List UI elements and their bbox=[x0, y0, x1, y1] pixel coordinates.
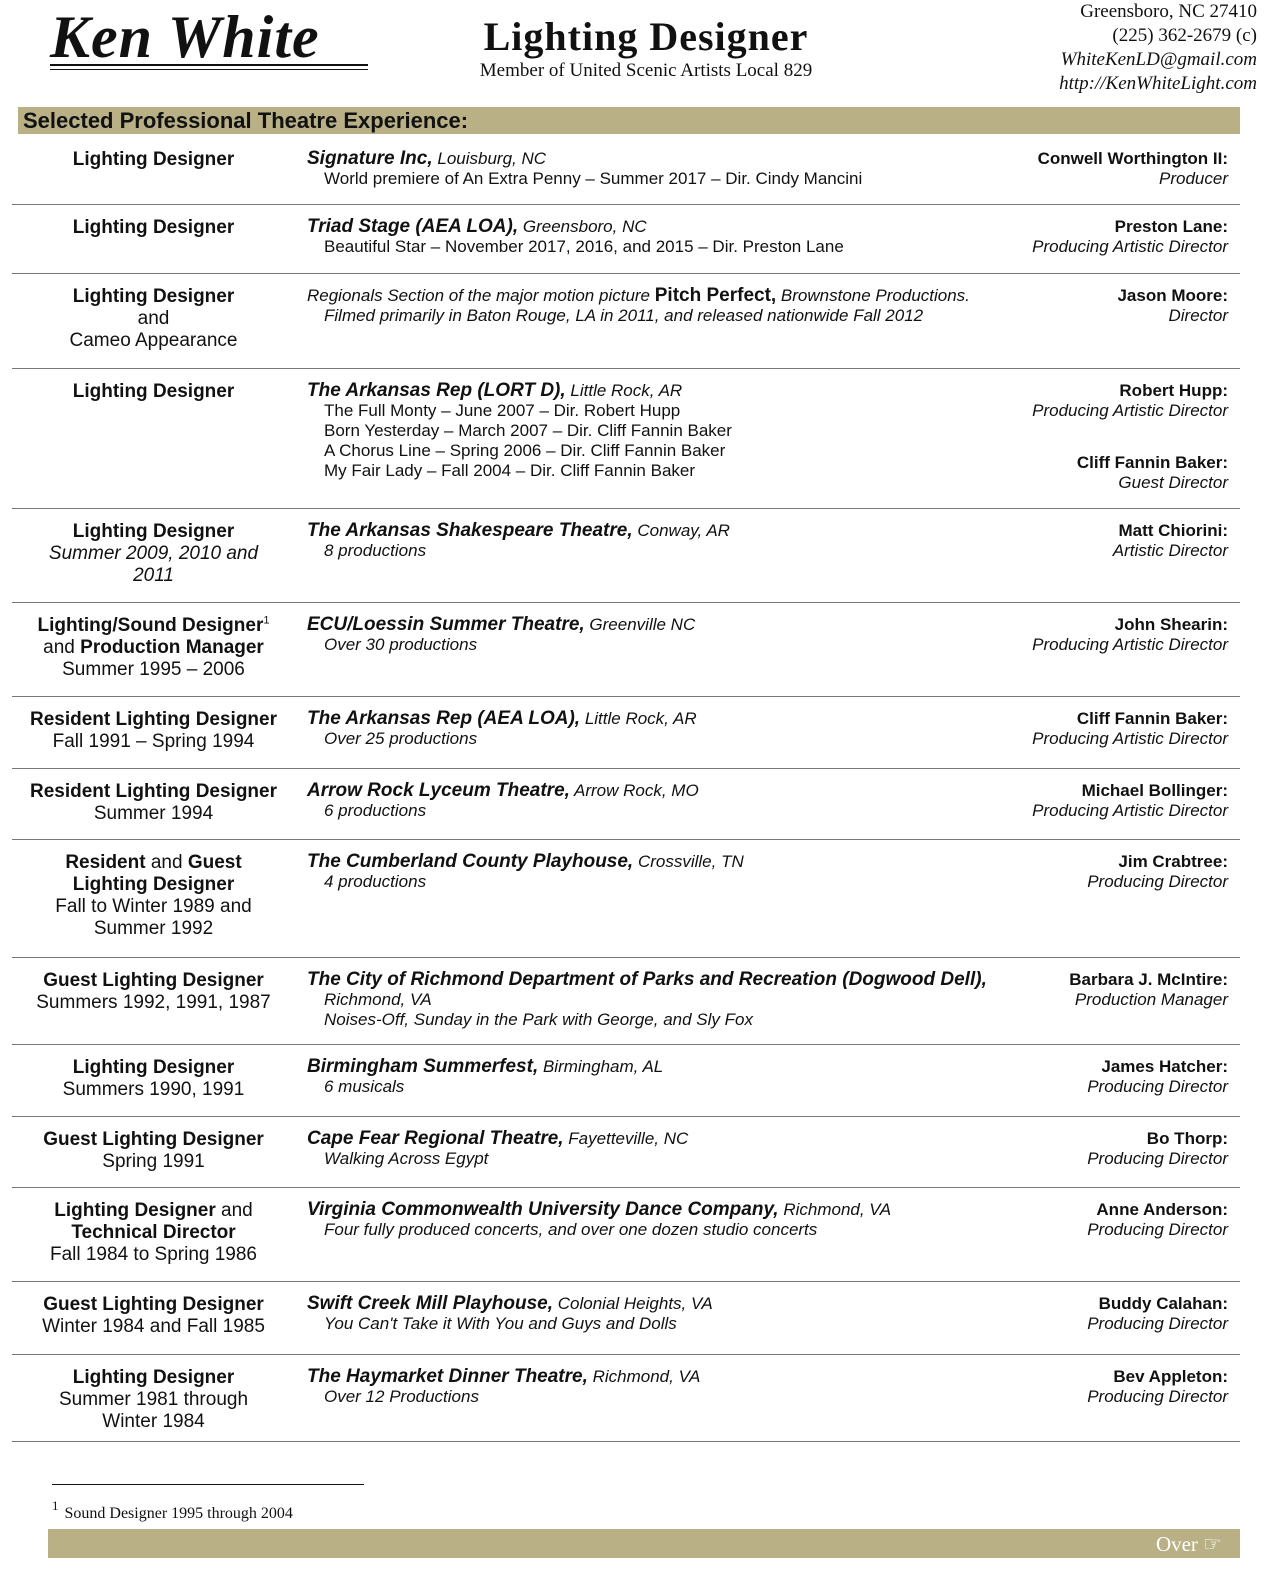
venue-detail: 6 productions bbox=[324, 801, 427, 820]
role-line: Summer 1995 – 2006 bbox=[62, 659, 245, 680]
venue-name: ECU/Loessin Summer Theatre, bbox=[307, 614, 585, 635]
entry-contact bbox=[908, 521, 1228, 561]
contact-name: Bev Appleton: bbox=[1113, 1367, 1228, 1386]
venue-location: Brownstone Productions. bbox=[776, 286, 970, 305]
venue-name: Swift Creek Mill Playhouse, bbox=[307, 1293, 554, 1314]
venue-detail: My Fair Lady – Fall 2004 – Dir. Cliff Fannin Baker bbox=[324, 461, 696, 480]
name-underline bbox=[50, 64, 368, 66]
experience-entry bbox=[12, 1117, 1240, 1188]
section-header-bar bbox=[18, 107, 1240, 134]
job-title: Lighting Designer bbox=[483, 14, 809, 59]
role-title: Resident Lighting Designer bbox=[29, 709, 278, 730]
entry-role bbox=[12, 286, 295, 352]
role-title: Guest Lighting Designer bbox=[43, 970, 264, 991]
venue-location: Fayetteville, NC bbox=[563, 1129, 689, 1148]
role-line: Cameo Appearance bbox=[69, 330, 238, 351]
venue-name: The City of Richmond Department of Parks and Recreation (Dogwood Dell), bbox=[307, 969, 987, 990]
role-title: Lighting Designer bbox=[72, 381, 235, 402]
entry-role bbox=[12, 709, 295, 753]
role-line: Resident and Guest bbox=[65, 852, 242, 873]
role-title: Guest bbox=[187, 852, 242, 873]
experience-entry bbox=[12, 840, 1240, 958]
contact-title: Producer bbox=[1159, 169, 1228, 188]
contact-title: Producing Artistic Director bbox=[1032, 237, 1228, 256]
venue-location: Little Rock, AR bbox=[580, 709, 697, 728]
venue-detail: The Full Monty – June 2007 – Dir. Robert Hupp bbox=[324, 401, 681, 420]
venue-name: The Arkansas Shakespeare Theatre, bbox=[307, 520, 633, 541]
venue-detail: A Chorus Line – Spring 2006 – Dir. Cliff Fannin Baker bbox=[324, 441, 726, 460]
entry-contact bbox=[908, 970, 1228, 1010]
role-title: Lighting Designer bbox=[72, 217, 235, 238]
name-underline-thin bbox=[50, 69, 368, 70]
contact-name: Cliff Fannin Baker: bbox=[1076, 453, 1228, 472]
entry-role bbox=[12, 521, 295, 587]
experience-entry bbox=[12, 509, 1240, 603]
contact-name: Cliff Fannin Baker: bbox=[1076, 709, 1228, 728]
entry-role bbox=[12, 381, 295, 403]
contact-name: Buddy Calahan: bbox=[1098, 1294, 1228, 1313]
contact-name: Jason Moore: bbox=[1117, 286, 1228, 305]
experience-entry bbox=[12, 369, 1240, 509]
role-line bbox=[12, 781, 295, 803]
contact-title: Producing Director bbox=[1087, 1149, 1228, 1168]
venue-detail: Four fully produced concerts, and over one dozen studio concerts bbox=[324, 1220, 818, 1239]
pointing-hand-icon: ☞ bbox=[1203, 1532, 1222, 1556]
contact-name: James Hatcher: bbox=[1101, 1057, 1228, 1076]
entry-role bbox=[12, 852, 295, 940]
experience-entry bbox=[12, 205, 1240, 274]
venue-location: Louisburg, NC bbox=[432, 149, 547, 168]
contact-spacer bbox=[908, 421, 1228, 453]
role-title: Lighting Designer bbox=[72, 1057, 235, 1078]
contact-title: Guest Director bbox=[1118, 473, 1228, 492]
section-title: Selected Professional Theatre Experience: bbox=[23, 108, 469, 133]
experience-entry bbox=[12, 1188, 1240, 1282]
role-title: Resident bbox=[65, 852, 146, 873]
role-line bbox=[12, 1057, 295, 1079]
entry-contact bbox=[908, 852, 1228, 892]
venue-detail: World premiere of An Extra Penny – Summer 2017 – Dir. Cindy Mancini bbox=[324, 169, 863, 188]
entry-role bbox=[12, 1294, 295, 1338]
entry-contact bbox=[908, 1200, 1228, 1240]
over-indicator bbox=[1156, 1532, 1222, 1556]
role-title: Lighting Designer bbox=[72, 521, 235, 542]
venue-detail: 8 productions bbox=[324, 541, 427, 560]
entry-role bbox=[12, 1200, 295, 1266]
role-line bbox=[12, 381, 295, 403]
venue-detail: Born Yesterday – March 2007 – Dir. Cliff Fannin Baker bbox=[324, 421, 732, 440]
entry-role bbox=[12, 970, 295, 1014]
entry-role bbox=[12, 615, 295, 681]
venue-detail: Richmond, VA bbox=[324, 990, 432, 1009]
experience-entry bbox=[12, 603, 1240, 697]
venue-name: The Cumberland County Playhouse, bbox=[307, 851, 634, 872]
contact-name: Bo Thorp: bbox=[1146, 1129, 1228, 1148]
union-membership: Member of United Scenic Artists Local 829 bbox=[479, 60, 813, 81]
contact-website[interactable]: http://KenWhiteLight.com bbox=[1059, 73, 1257, 94]
venue-location: Little Rock, AR bbox=[565, 381, 683, 400]
role-line: Winter 1984 and Fall 1985 bbox=[42, 1316, 265, 1337]
contact-name: Conwell Worthington II: bbox=[1037, 149, 1228, 168]
role-line bbox=[12, 874, 295, 896]
venue-location: Colonial Heights, VA bbox=[553, 1294, 713, 1313]
venue-detail: 6 musicals bbox=[324, 1077, 405, 1096]
contact-name: Barbara J. McIntire: bbox=[1069, 970, 1228, 989]
footnote bbox=[52, 1495, 293, 1525]
role-line: and Production Manager bbox=[43, 637, 264, 658]
experience-entry bbox=[12, 1282, 1240, 1355]
role-line bbox=[12, 217, 295, 239]
contact-title: Producing Director bbox=[1087, 1314, 1228, 1333]
venue-detail: Beautiful Star – November 2017, 2016, and 2015 – Dir. Preston Lane bbox=[324, 237, 844, 256]
entry-contact bbox=[908, 286, 1228, 326]
venue-detail: Over 25 productions bbox=[324, 729, 478, 748]
experience-list bbox=[12, 137, 1240, 1442]
venue-name: The Haymarket Dinner Theatre, bbox=[307, 1366, 588, 1387]
footnote-ref: 1 bbox=[263, 614, 270, 627]
role-line: Summer 2009, 2010 and bbox=[48, 543, 259, 564]
contact-title: Producing Artistic Director bbox=[1032, 635, 1228, 654]
contact-title: Producing Director bbox=[1087, 872, 1228, 891]
venue-detail: Over 30 productions bbox=[324, 635, 478, 654]
entry-role bbox=[12, 781, 295, 825]
contact-title: Producing Artistic Director bbox=[1032, 729, 1228, 748]
venue-location: Crossville, TN bbox=[633, 852, 744, 871]
role-line: Summers 1990, 1991 bbox=[62, 1079, 245, 1100]
venue-name: Cape Fear Regional Theatre, bbox=[307, 1128, 564, 1149]
contact-name: Matt Chiorini: bbox=[1118, 521, 1228, 540]
contact-name: Jim Crabtree: bbox=[1118, 852, 1228, 871]
contact-city: Greensboro, NC 27410 bbox=[1080, 1, 1257, 22]
entry-role bbox=[12, 1129, 295, 1173]
venue-detail: Filmed primarily in Baton Rouge, LA in 2011, and released nationwide Fall 2012 bbox=[324, 306, 924, 325]
role-line: Spring 1991 bbox=[102, 1151, 205, 1172]
role-line: Summer 1981 through bbox=[58, 1389, 249, 1410]
contact-name: Preston Lane: bbox=[1114, 217, 1228, 236]
role-line bbox=[12, 1367, 295, 1389]
venue-detail: Walking Across Egypt bbox=[324, 1149, 489, 1168]
role-line: Fall 1991 – Spring 1994 bbox=[52, 731, 255, 752]
entry-contact bbox=[908, 1294, 1228, 1334]
venue-name: Triad Stage (AEA LOA), bbox=[307, 216, 519, 237]
venue-detail: You Can't Take it With You and Guys and Dolls bbox=[324, 1314, 677, 1333]
entry-contact bbox=[908, 709, 1228, 749]
venue-location: Greensboro, NC bbox=[518, 217, 647, 236]
role-title: Lighting Designer bbox=[72, 874, 235, 895]
entry-contact bbox=[908, 1129, 1228, 1169]
footnote-text: Sound Designer 1995 through 2004 bbox=[64, 1505, 293, 1522]
contact-name: Robert Hupp: bbox=[1119, 381, 1228, 400]
venue-location: Greenville NC bbox=[584, 615, 696, 634]
venue-name: Virginia Commonwealth University Dance Company, bbox=[307, 1199, 779, 1220]
role-line: and bbox=[137, 308, 170, 329]
experience-entry bbox=[12, 958, 1240, 1045]
role-line: Summer 1994 bbox=[93, 803, 214, 824]
contact-title: Producing Artistic Director bbox=[1032, 801, 1228, 820]
role-title: Lighting Designer bbox=[54, 1200, 216, 1221]
role-title: Guest Lighting Designer bbox=[43, 1294, 264, 1315]
role-title: Production Manager bbox=[80, 637, 264, 658]
entry-contact bbox=[908, 149, 1228, 189]
contact-email[interactable]: WhiteKenLD@gmail.com bbox=[1060, 49, 1257, 70]
venue-location: Richmond, VA bbox=[587, 1367, 701, 1386]
entry-contact bbox=[908, 1057, 1228, 1097]
role-title: Resident Lighting Designer bbox=[29, 781, 278, 802]
venue-detail: 4 productions bbox=[324, 872, 427, 891]
footnote-divider bbox=[52, 1484, 364, 1485]
venue-name: Signature Inc, bbox=[307, 148, 433, 169]
contact-title: Producing Artistic Director bbox=[1032, 401, 1228, 420]
over-label: Over bbox=[1155, 1532, 1198, 1556]
contact-name: Anne Anderson: bbox=[1096, 1200, 1228, 1219]
role-line bbox=[12, 1222, 295, 1244]
contact-title: Director bbox=[1168, 306, 1228, 325]
experience-entry bbox=[12, 137, 1240, 205]
role-line bbox=[12, 286, 295, 308]
role-title: Technical Director bbox=[71, 1222, 236, 1243]
venue-name: Pitch Perfect, bbox=[654, 285, 777, 306]
role-line bbox=[12, 615, 295, 637]
role-line: Lighting Designer and bbox=[54, 1200, 253, 1221]
venue-name: Birmingham Summerfest, bbox=[307, 1056, 539, 1077]
contact-title: Production Manager bbox=[1074, 990, 1228, 1009]
role-title: Lighting Designer bbox=[72, 286, 235, 307]
role-line bbox=[12, 149, 295, 171]
venue-location: Birmingham, AL bbox=[538, 1057, 664, 1076]
venue-location: Richmond, VA bbox=[778, 1200, 892, 1219]
entry-role bbox=[12, 1367, 295, 1433]
role-line bbox=[12, 521, 295, 543]
contact-title: Producing Director bbox=[1087, 1077, 1228, 1096]
role-line: Summers 1992, 1991, 1987 bbox=[36, 992, 271, 1013]
role-line: 2011 bbox=[133, 565, 174, 586]
venue-name: Arrow Rock Lyceum Theatre, bbox=[307, 780, 570, 801]
venue-detail: Noises-Off, Sunday in the Park with George, and Sly Fox bbox=[324, 1010, 753, 1029]
role-line bbox=[12, 1294, 295, 1316]
role-title: Lighting/Sound Designer bbox=[37, 615, 264, 636]
experience-entry bbox=[12, 769, 1240, 840]
role-title: Lighting Designer bbox=[72, 149, 235, 170]
experience-entry bbox=[12, 274, 1240, 369]
experience-entry bbox=[12, 1355, 1240, 1442]
contact-phone: (225) 362-2679 (c) bbox=[1112, 25, 1257, 46]
contact-name: Michael Bollinger: bbox=[1081, 781, 1228, 800]
venue-location: Conway, AR bbox=[632, 521, 730, 540]
entry-role bbox=[12, 217, 295, 239]
entry-contact bbox=[908, 781, 1228, 821]
venue-location: Arrow Rock, MO bbox=[569, 781, 699, 800]
contact-title: Artistic Director bbox=[1112, 541, 1228, 560]
entry-contact bbox=[908, 1367, 1228, 1407]
entry-contact bbox=[908, 217, 1228, 257]
experience-entry bbox=[12, 1045, 1240, 1117]
entry-role bbox=[12, 1057, 295, 1101]
contact-block bbox=[957, 0, 1257, 96]
venue-name: The Arkansas Rep (AEA LOA), bbox=[307, 708, 581, 729]
role-line bbox=[12, 709, 295, 731]
footnote-mark: 1 bbox=[52, 1498, 59, 1513]
contact-name: John Shearin: bbox=[1114, 615, 1228, 634]
venue-intro: Regionals Section of the major motion picture bbox=[307, 286, 655, 305]
role-title: Guest Lighting Designer bbox=[43, 1129, 264, 1150]
entry-contact bbox=[908, 615, 1228, 655]
venue-name: The Arkansas Rep (LORT D), bbox=[307, 380, 566, 401]
role-line: Fall 1984 to Spring 1986 bbox=[49, 1244, 258, 1265]
role-line: Summer 1992 bbox=[93, 918, 214, 939]
contact-title: Producing Director bbox=[1087, 1220, 1228, 1239]
bottom-bar bbox=[48, 1529, 1240, 1558]
role-line bbox=[12, 970, 295, 992]
role-line bbox=[12, 1129, 295, 1151]
role-title: Lighting Designer bbox=[72, 1367, 235, 1388]
experience-entry bbox=[12, 697, 1240, 769]
role-line: Winter 1984 bbox=[102, 1411, 205, 1432]
applicant-name: Ken White bbox=[50, 4, 320, 70]
entry-role bbox=[12, 149, 295, 171]
entry-contact bbox=[908, 381, 1228, 493]
contact-title: Producing Director bbox=[1087, 1387, 1228, 1406]
venue-detail: Over 12 Productions bbox=[324, 1387, 479, 1406]
role-line: Fall to Winter 1989 and bbox=[55, 896, 252, 917]
